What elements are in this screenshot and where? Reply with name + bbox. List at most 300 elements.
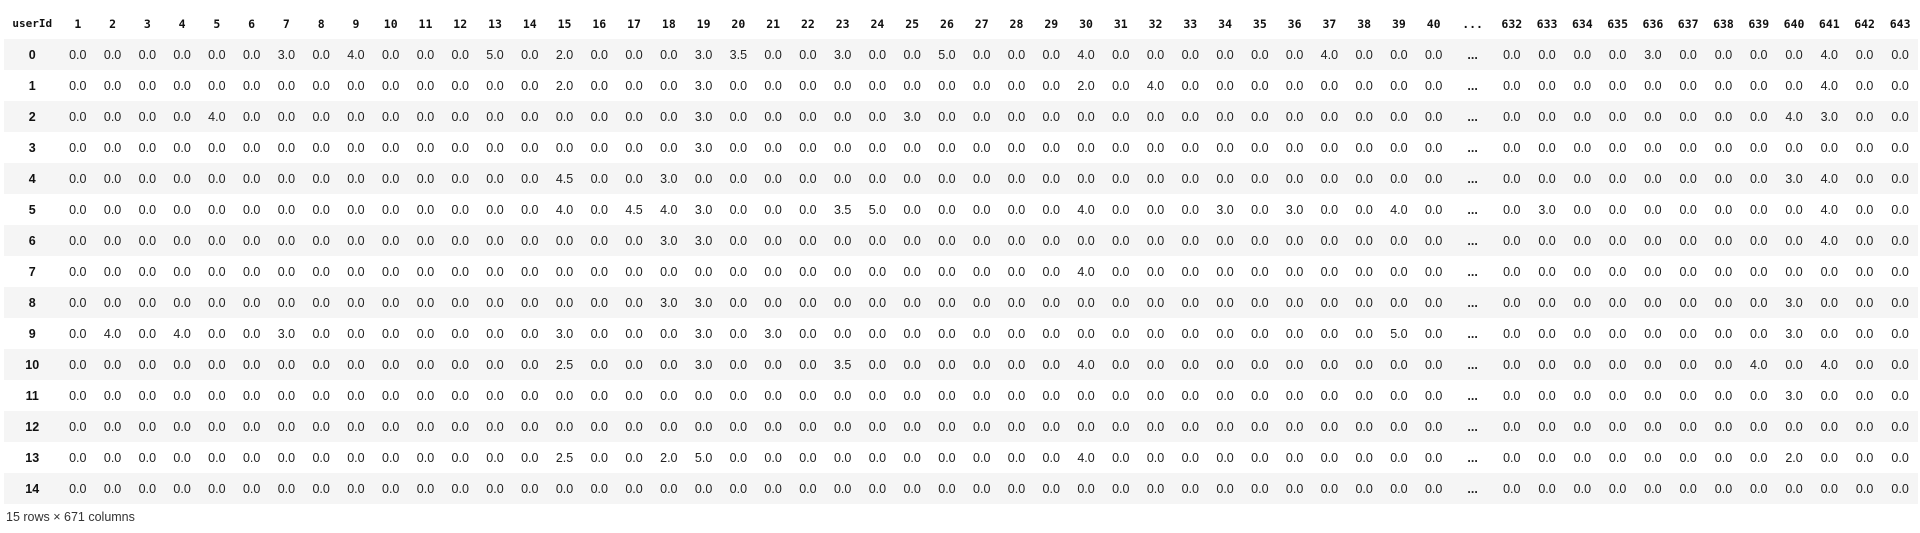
table-cell: 0.0 [1750,233,1768,248]
table-cell: 3.0 [660,171,678,186]
table-cell: 0.0 [1146,202,1165,217]
table-cell: 0.0 [173,171,191,186]
table-cell: 0.0 [277,450,296,465]
column-header: 639 [1748,16,1770,31]
table-cell: 0.0 [1785,140,1803,155]
column-header: 30 [1079,16,1093,31]
table-cell: 0.0 [1424,233,1443,248]
table-cell: 0.0 [764,78,782,93]
table-cell: 0.0 [625,295,643,310]
table-cell: 0.0 [1007,450,1026,465]
table-row [4,70,1918,101]
table-cell: 0.0 [521,450,539,465]
table-cell: 3.0 [694,109,713,124]
table-cell: 0.0 [1077,109,1095,124]
table-cell: 0.0 [173,419,191,434]
table-cell: 0.0 [1112,450,1130,465]
table-cell: 0.0 [1251,233,1269,248]
table-cell: 0.0 [1007,171,1026,186]
table-cell: 0.0 [590,202,608,217]
table-cell: 0.0 [312,481,330,496]
table-cell: 0.0 [1042,140,1060,155]
cell-ellipsis: ... [1467,202,1478,217]
column-header: 3 [143,16,151,31]
table-row [4,411,1918,442]
table-cell: 0.0 [1608,450,1627,465]
table-cell: 0.0 [173,450,191,465]
column-header: 40 [1426,16,1441,31]
table-cell: 0.0 [382,326,400,341]
table-cell: 0.0 [1750,264,1768,279]
table-cell: 4.0 [1820,47,1838,62]
table-cell: 3.0 [660,295,678,310]
table-cell: 0.0 [1007,419,1026,434]
table-cell: 0.0 [416,295,435,310]
table-cell: 0.0 [242,357,261,372]
table-cell: 0.0 [1390,295,1408,310]
table-cell: 0.0 [1644,78,1662,93]
table-cell: 5.0 [868,202,887,217]
table-cell: 4.0 [1820,357,1838,372]
table-cell: 0.0 [312,295,330,310]
table-cell: 3.0 [1785,295,1803,310]
table-cell: 0.0 [1679,171,1697,186]
table-cell: 0.0 [173,264,191,279]
table-cell: 0.0 [799,171,817,186]
table-cell: 0.0 [1750,202,1768,217]
table-cell: 0.0 [1355,264,1373,279]
table-cell: 0.0 [1181,326,1199,341]
table-cell: 0.0 [764,47,782,62]
table-cell: 0.0 [1320,419,1339,434]
table-cell: 0.0 [833,481,852,496]
table-cell: 0.0 [1644,109,1662,124]
table-cell: 0.0 [1146,171,1165,186]
table-cell: 0.0 [1251,47,1269,62]
table-cell: 0.0 [138,109,157,124]
table-cell: 0.0 [973,357,991,372]
table-cell: 3.0 [694,233,713,248]
column-header: 635 [1607,16,1629,31]
table-cell: 0.0 [1216,233,1234,248]
table-cell: 0.0 [451,419,469,434]
column-header: 5 [213,16,221,31]
column-header: 638 [1713,16,1734,31]
table-cell: 0.0 [1538,419,1556,434]
table-cell: 0.0 [208,264,226,279]
table-cell: 0.0 [799,419,817,434]
table-cell: 0.0 [1112,171,1130,186]
table-cell: 0.0 [660,140,678,155]
table-cell: 0.0 [1785,233,1803,248]
table-cell: 0.0 [1042,171,1060,186]
table-cell: 0.0 [1285,326,1304,341]
table-cell: 0.0 [625,326,643,341]
table-cell: 0.0 [103,202,122,217]
table-cell: 0.0 [938,140,956,155]
table-cell: 0.0 [1855,171,1874,186]
table-cell: 0.0 [1424,202,1443,217]
table-cell: 0.0 [764,481,782,496]
table-cell: 0.0 [660,357,678,372]
table-cell: 0.0 [347,264,365,279]
table-cell: 0.0 [1608,481,1627,496]
table-cell: 0.0 [1320,357,1339,372]
table-cell: 0.0 [1181,264,1199,279]
column-header: 12 [453,16,468,31]
table-cell: 0.0 [451,450,469,465]
table-cell: 0.0 [1750,326,1768,341]
table-cell: 4.0 [1077,264,1095,279]
table-cell: 0.0 [486,78,504,93]
table-cell: 0.0 [416,171,435,186]
table-cell: 0.0 [1181,295,1199,310]
table-cell: 4.0 [555,202,574,217]
table-cell: 0.0 [1042,450,1060,465]
table-cell: 0.0 [868,326,887,341]
column-header: 10 [383,16,398,31]
table-cell: 0.0 [277,388,296,403]
table-cell: 0.0 [1820,388,1838,403]
table-cell: 0.0 [1714,295,1733,310]
table-cell: 0.0 [1077,481,1095,496]
table-cell: 0.0 [138,47,157,62]
table-row [4,287,1918,318]
table-cell: 3.5 [833,202,852,217]
table-cell: 0.0 [555,109,574,124]
column-header: 25 [905,16,920,31]
table-cell: 0.0 [1503,233,1521,248]
table-cell: 0.0 [242,233,261,248]
table-cell: 0.0 [242,171,261,186]
table-cell: 0.0 [451,47,469,62]
column-header: 637 [1677,16,1699,31]
table-cell: 0.0 [590,233,608,248]
table-row [4,39,1918,70]
table-cell: 3.0 [694,202,713,217]
table-cell: 0.0 [555,264,574,279]
table-cell: 0.0 [1503,140,1521,155]
table-cell: 0.0 [1644,357,1662,372]
table-cell: 0.0 [1355,47,1373,62]
table-cell: 0.0 [1216,450,1234,465]
table-cell: 0.0 [1785,419,1803,434]
table-cell: 0.0 [799,47,817,62]
table-cell: 0.0 [138,202,157,217]
table-cell: 0.0 [1644,140,1662,155]
table-cell: 4.0 [347,47,365,62]
table-cell: 0.0 [833,233,852,248]
table-cell: 0.0 [312,233,330,248]
table-cell: 0.0 [1891,481,1909,496]
column-ellipsis: ... [1462,16,1483,31]
table-cell: 0.0 [1538,450,1556,465]
table-cell: 0.0 [903,419,921,434]
header-row [4,8,1918,39]
column-header: 36 [1287,16,1302,31]
table-cell: 0.0 [1251,171,1269,186]
table-cell: 0.0 [1424,388,1443,403]
table-cell: 0.0 [521,109,539,124]
table-row [4,225,1918,256]
table-cell: 0.0 [312,78,330,93]
table-cell: 0.0 [625,78,643,93]
table-cell: 0.0 [382,481,400,496]
table-cell: 0.0 [1891,419,1909,434]
table-cell: 5.0 [1390,326,1408,341]
table-cell: 0.0 [451,78,469,93]
table-cell: 0.0 [1285,450,1304,465]
table-cell: 0.0 [1855,109,1874,124]
table-cell: 0.0 [590,357,608,372]
table-cell: 0.0 [347,78,365,93]
table-cell: 0.0 [903,326,921,341]
table-cell: 4.5 [555,171,574,186]
table-cell: 0.0 [1855,295,1874,310]
table-cell: 0.0 [1285,140,1304,155]
table-cell: 0.0 [208,171,226,186]
table-cell: 2.0 [1785,450,1803,465]
table-cell: 0.0 [1714,264,1733,279]
table-cell: 2.0 [555,47,574,62]
table-cell: 0.0 [1503,109,1521,124]
table-cell: 0.0 [1679,109,1697,124]
table-cell: 0.0 [1251,109,1269,124]
table-cell: 0.0 [138,481,157,496]
table-cell: 3.0 [764,326,782,341]
table-cell: 0.0 [1538,109,1556,124]
table-cell: 0.0 [1112,109,1130,124]
column-header: 23 [835,16,850,31]
cell-ellipsis: ... [1467,295,1478,310]
table-cell: 0.0 [868,388,887,403]
table-cell: 0.0 [973,78,991,93]
table-cell: 3.0 [694,47,713,62]
table-cell: 0.0 [1320,233,1339,248]
table-cell: 2.0 [555,78,574,93]
table-cell: 0.0 [1285,171,1304,186]
table-cell: 0.0 [138,78,157,93]
table-cell: 0.0 [729,202,748,217]
column-header: 636 [1642,16,1664,31]
table-cell: 2.0 [1077,78,1095,93]
table-cell: 0.0 [69,140,87,155]
table-cell: 0.0 [1285,109,1304,124]
table-cell: 0.0 [1007,140,1026,155]
table-cell: 0.0 [1355,295,1373,310]
table-cell: 0.0 [1216,326,1234,341]
column-header: 22 [800,16,815,31]
table-cell: 0.0 [590,388,608,403]
table-cell: 0.0 [903,388,921,403]
table-cell: 0.0 [590,326,608,341]
table-cell: 0.0 [590,450,608,465]
table-cell: 0.0 [1146,47,1165,62]
table-cell: 0.0 [1891,109,1909,124]
row-index: 10 [25,357,40,372]
table-cell: 0.0 [799,326,817,341]
table-cell: 0.0 [347,202,365,217]
table-cell: 0.0 [1042,202,1060,217]
table-cell: 0.0 [312,171,330,186]
table-cell: 0.0 [416,78,435,93]
table-cell: 0.0 [347,419,365,434]
table-cell: 0.0 [208,47,226,62]
table-cell: 0.0 [347,326,365,341]
table-cell: 0.0 [729,481,748,496]
table-cell: 0.0 [1644,233,1662,248]
table-cell: 0.0 [590,419,608,434]
table-cell: 0.0 [312,357,330,372]
table-cell: 0.0 [1424,47,1443,62]
table-cell: 0.0 [1644,419,1662,434]
table-cell: 0.0 [103,450,122,465]
table-cell: 0.0 [1181,419,1199,434]
table-cell: 0.0 [625,140,643,155]
table-cell: 0.0 [903,78,921,93]
table-cell: 0.0 [1891,47,1909,62]
table-cell: 0.0 [416,202,435,217]
table-cell: 0.0 [1042,481,1060,496]
table-cell: 0.0 [69,326,87,341]
table-cell: 0.0 [1251,357,1269,372]
table-row [4,442,1918,473]
table-row [4,132,1918,163]
table-cell: 0.0 [1785,47,1803,62]
table-cell: 0.0 [1608,171,1627,186]
table-cell: 0.0 [1181,450,1199,465]
table-cell: 0.0 [1355,481,1373,496]
column-header: 35 [1252,16,1267,31]
table-cell: 0.0 [1216,109,1234,124]
table-cell: 0.0 [1112,202,1130,217]
column-header: 27 [974,16,989,31]
row-index: 8 [28,295,36,310]
table-cell: 0.0 [1112,47,1130,62]
table-row [4,473,1918,504]
table-row [4,318,1918,349]
table-cell: 0.0 [1007,109,1026,124]
table-cell: 0.0 [173,140,191,155]
table-cell: 0.0 [451,171,469,186]
table-cell: 0.0 [103,140,122,155]
table-cell: 0.0 [312,202,330,217]
table-cell: 0.0 [103,419,122,434]
table-cell: 0.0 [833,109,852,124]
table-cell: 0.0 [103,388,122,403]
table-cell: 0.0 [660,481,678,496]
column-header: 37 [1322,16,1337,31]
table-cell: 0.0 [382,78,400,93]
column-header: 640 [1783,16,1805,31]
table-cell: 0.0 [1146,140,1165,155]
table-cell: 0.0 [764,140,782,155]
table-cell: 0.0 [1573,233,1592,248]
table-cell: 0.0 [208,326,226,341]
table-cell: 0.0 [138,264,157,279]
table-cell: 0.0 [521,326,539,341]
table-cell: 0.0 [1855,202,1874,217]
table-cell: 0.0 [1077,140,1095,155]
table-cell: 0.0 [173,388,191,403]
table-cell: 0.0 [486,140,504,155]
table-cell: 0.0 [764,388,782,403]
table-cell: 0.0 [938,481,956,496]
table-cell: 3.0 [1785,171,1803,186]
column-header: 28 [1009,16,1024,31]
table-cell: 0.0 [486,171,504,186]
table-cell: 0.0 [382,295,400,310]
table-cell: 0.0 [1424,419,1443,434]
table-cell: 0.0 [312,47,330,62]
table-cell: 0.0 [729,326,748,341]
table-cell: 0.0 [868,78,887,93]
table-cell: 4.0 [1077,202,1095,217]
table-cell: 0.0 [973,295,991,310]
table-cell: 0.0 [208,481,226,496]
table-cell: 4.0 [1820,233,1838,248]
table-cell: 0.0 [555,419,574,434]
table-cell: 0.0 [1251,140,1269,155]
table-cell: 0.0 [1714,47,1733,62]
table-cell: 0.0 [103,47,122,62]
table-cell: 0.0 [1608,78,1627,93]
table-cell: 0.0 [173,357,191,372]
table-cell: 0.0 [382,47,400,62]
table-cell: 0.0 [729,450,748,465]
table-cell: 0.0 [1785,357,1803,372]
table-cell: 0.0 [1251,202,1269,217]
table-cell: 0.0 [1424,481,1443,496]
table-cell: 0.0 [382,388,400,403]
column-header: 641 [1818,16,1840,31]
table-cell: 5.0 [694,450,713,465]
table-cell: 0.0 [486,481,504,496]
row-index: 13 [25,450,40,465]
table-cell: 0.0 [277,140,296,155]
table-cell: 0.0 [1573,47,1592,62]
table-cell: 0.0 [1714,450,1733,465]
table-cell: 0.0 [1146,109,1165,124]
table-cell: 0.0 [1538,140,1556,155]
table-cell: 0.0 [1007,295,1026,310]
column-header: 16 [592,16,607,31]
table-cell: 0.0 [1503,419,1521,434]
table-cell: 0.0 [1007,326,1026,341]
table-cell: 0.0 [1146,481,1165,496]
table-cell: 0.0 [173,47,191,62]
table-cell: 2.0 [660,450,678,465]
table-cell: 0.0 [242,264,261,279]
table-cell: 0.0 [764,109,782,124]
table-cell: 0.0 [590,78,608,93]
table-cell: 0.0 [903,171,921,186]
table-cell: 0.0 [1390,109,1408,124]
table-cell: 0.0 [1891,295,1909,310]
column-header: 632 [1501,16,1523,31]
table-cell: 0.0 [1181,171,1199,186]
table-cell: 0.0 [1285,295,1304,310]
table-cell: 0.0 [416,326,435,341]
table-cell: 0.0 [625,450,643,465]
cell-ellipsis: ... [1467,388,1478,403]
column-header: 14 [522,16,537,31]
table-row [4,256,1918,287]
table-cell: 0.0 [660,109,678,124]
table-cell: 0.0 [1355,326,1373,341]
table-cell: 0.0 [173,481,191,496]
table-cell: 0.0 [1503,47,1521,62]
